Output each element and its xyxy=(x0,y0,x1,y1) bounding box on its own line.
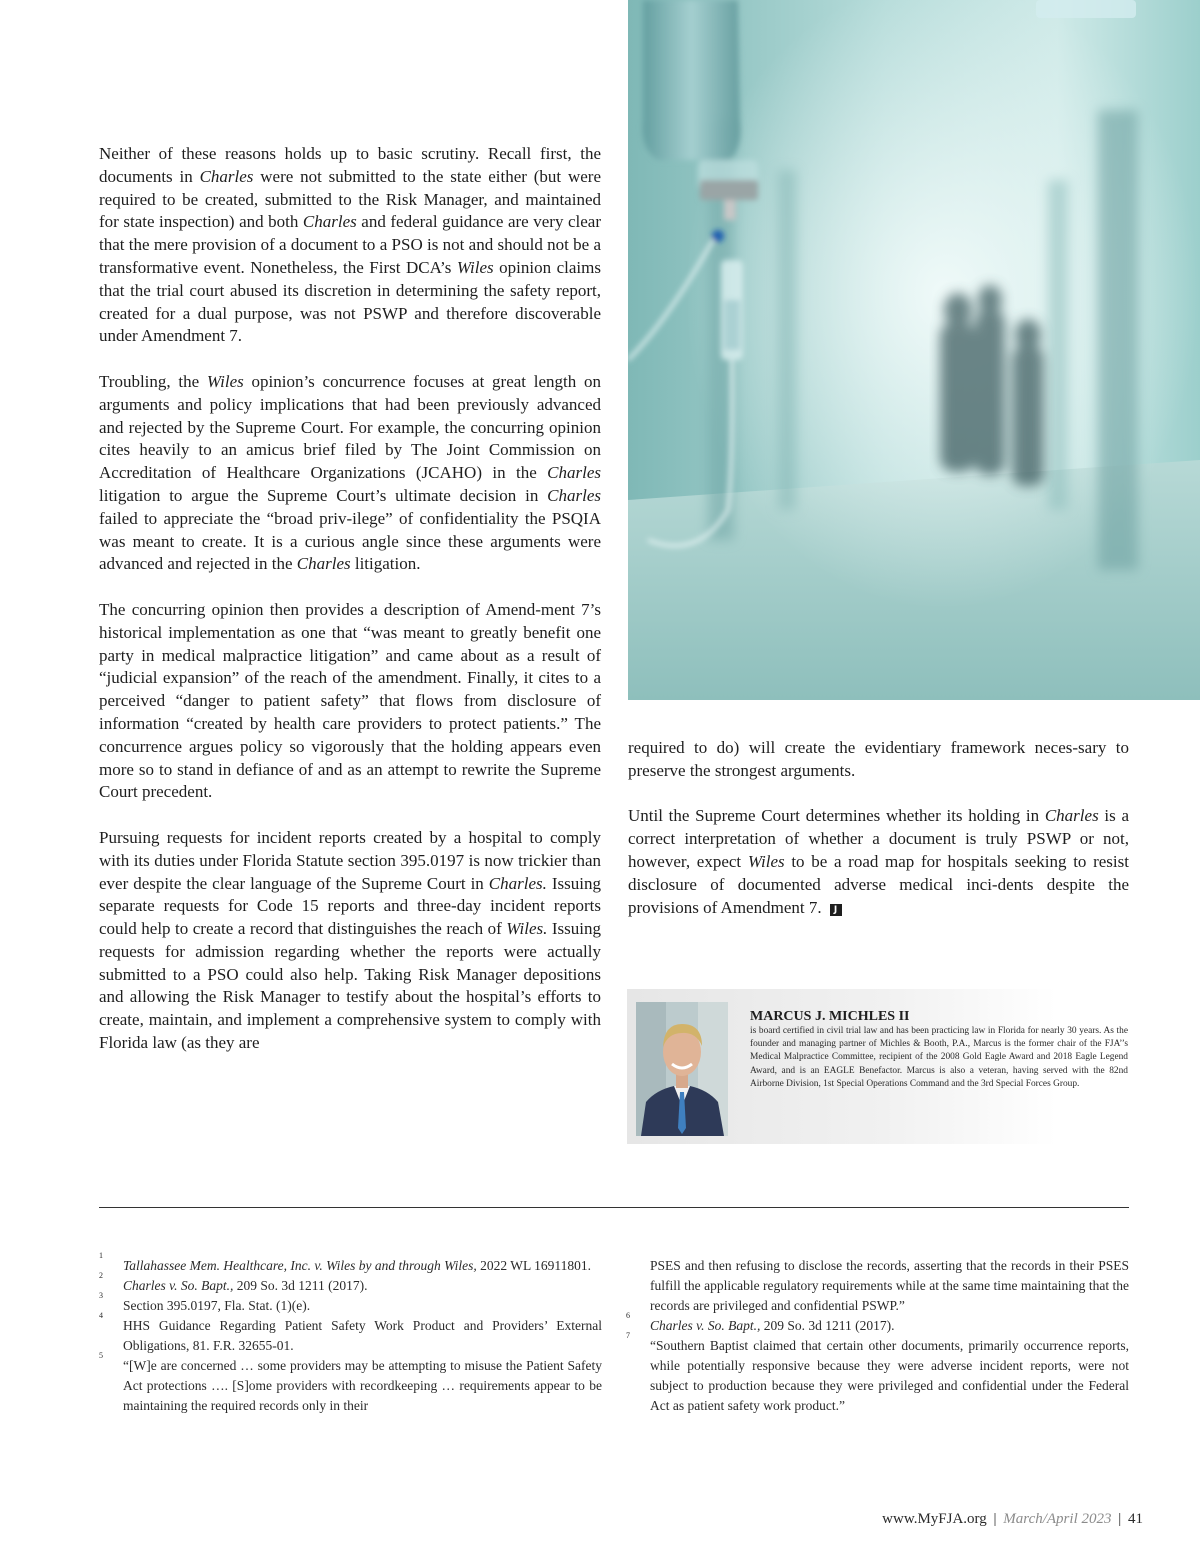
text-run: litigation. xyxy=(350,554,421,574)
footnotes-right-column xyxy=(626,1256,1129,1416)
footnote-5 xyxy=(99,1351,602,1416)
text-run: Troubling, the xyxy=(99,371,207,391)
case-name: Wiles xyxy=(456,257,494,277)
paragraph xyxy=(628,805,1129,919)
text-run: Pursuing requests for incident reports created by a hospital to comply with its duties under Florida Statute section 395.0197 is now trickier than ever despite the clear language of the Supreme Court in xyxy=(99,827,601,893)
case-name: Charles xyxy=(199,166,254,186)
website-link[interactable]: www.MyFJA.org xyxy=(882,1511,987,1527)
footnote-7 xyxy=(626,1331,1129,1416)
text-run: opinion’s concurrence focuses at great length on arguments and policy implications that had been previously advanced and rejected by the Supreme Court. For example, the concurring opinion cites heavily to an amicus brief filed by The Joint Commission on Accreditation of Healthcare Organizations (JCAHO) in the xyxy=(99,371,601,483)
author-bio-panel xyxy=(627,989,1128,1144)
author-headshot xyxy=(636,1002,728,1136)
case-name: Charles xyxy=(302,212,357,232)
footnote-3 xyxy=(99,1291,602,1316)
text-run: 2022 WL 16911801. xyxy=(476,1258,591,1273)
text-run: litigation to argue the Supreme Court’s ultimate decision in xyxy=(99,485,548,505)
footnote-6 xyxy=(626,1311,1129,1336)
case-name: Charles v. So. Bapt., xyxy=(123,1278,234,1293)
paragraph xyxy=(99,371,601,576)
end-mark-icon: J xyxy=(830,904,842,916)
footnote-5-continuation: PSES and then refusing to disclose the records, asserting that the records in their PSES fulfill the applicable regulatory requirements while at the same time maintaining that the records are privileged and confidential PSWP.” xyxy=(650,1258,1129,1313)
author-bio-text xyxy=(750,1009,1128,1091)
text-run: Until the Supreme Court determines whether its holding in xyxy=(628,806,1045,826)
text-run: failed to appreciate the “broad priv-ilege” of confidentiality the PSQIA was meant to create. It is a curious angle since these arguments were advanced and rejected in the xyxy=(99,508,601,574)
text-run: “[W]e are concerned … some providers may be attempting to misuse the Patient Safety Act protections …. [S]ome providers with recordkeeping … requirements appear to be maintaining the required records only in their xyxy=(123,1358,602,1413)
footnote-number: 3 xyxy=(99,1291,103,1300)
case-name: Charles. xyxy=(488,873,547,893)
case-name: Tallahassee Mem. Healthcare, Inc. v. Wiles by and through Wiles, xyxy=(123,1258,477,1273)
footnote-number: 6 xyxy=(626,1311,630,1320)
article-right-column xyxy=(628,737,1129,942)
text-run: to be a road map for hospitals seeking to resist disclosure of documented adverse medical inci-dents despite the provisions of Amendment 7. xyxy=(628,851,1129,917)
text-run: The concurring opinion then provides a description of Amend-ment 7’s historical implementation as one that “was meant to greatly benefit one party in medical malpractice litigation” and came about as a result of “judicial expansion” of the reach of the amendment. Finally, it cites to a perceived “danger to patient safety” that flows from disclosure of information “created by health care providers to protect patients.” The concurrence argues policy so vigorously that the holding appears even more so to stand in defiance of and as an attempt to rewrite the Supreme Court precedent. xyxy=(99,599,601,802)
footnote-number: 5 xyxy=(99,1351,103,1360)
text-run: HHS Guidance Regarding Patient Safety Work Product and Providers’ External Obligations, 81. F.R. 32655-01. xyxy=(123,1318,602,1353)
author-name: MARCUS J. MICHLES II xyxy=(750,1009,910,1024)
footnote-number: 7 xyxy=(626,1331,630,1340)
footnote-divider xyxy=(99,1207,1129,1208)
folio-separator: | xyxy=(993,1511,997,1527)
footnotes-left-column xyxy=(99,1251,602,1416)
footnote-number: 2 xyxy=(99,1271,103,1280)
author-bio: is board certified in civil trial law and has been practicing law in Florida for nearly 30 years. As the founder and managing partner of Michles & Booth, P.A., Marcus is the former chair of the FJA’’s Medical Malpractice Committee, recipient of the 2008 Gold Eagle Award and 2018 Eagle Legend Award, and is an EAGLE Benefactor. Marcus is also a veteran, having served with the 82nd Airborne Division, 1st Special Operations Command and the 3rd Special Forces Group. xyxy=(750,1026,1128,1089)
text-run: 209 So. 3d 1211 (2017). xyxy=(760,1318,895,1333)
text-run: Section 395.0197, Fla. Stat. (1)(e). xyxy=(123,1298,311,1313)
paragraph xyxy=(99,143,601,348)
case-name: Charles v. So. Bapt., xyxy=(650,1318,761,1333)
text-run: Issuing separate requests for Code 15 reports and three-day incident reports could help to create a record that distinguishes the reach of xyxy=(99,873,601,939)
page-folio xyxy=(882,1509,1143,1529)
folio-separator: | xyxy=(1118,1511,1122,1527)
case-name: Charles xyxy=(547,463,601,483)
footnote-2 xyxy=(99,1271,602,1296)
text-run: opinion claims that the trial court abused its discretion in determining the safety report, created for a dual purpose, was not PSWP and therefore discoverable under Amendment 7. xyxy=(99,257,601,346)
paragraph xyxy=(99,599,601,804)
text-run: required to do) will create the evidentiary framework neces-sary to preserve the strongest arguments. xyxy=(628,738,1129,780)
case-name: Charles xyxy=(296,554,351,574)
paragraph xyxy=(99,827,601,1055)
paragraph xyxy=(628,737,1129,783)
case-name: Wiles xyxy=(206,371,244,391)
text-run: Neither of these reasons holds up to basic scrutiny. Recall first, the documents in xyxy=(99,144,601,186)
footnote-1 xyxy=(99,1251,602,1276)
footnote-number: 4 xyxy=(99,1311,103,1320)
case-name: Wiles xyxy=(747,851,785,871)
text-run: 209 So. 3d 1211 (2017). xyxy=(233,1278,368,1293)
text-run: and federal guidance are very clear that the mere provision of a document to a PSO is not and should not be a transformative event. Nonetheless, the First DCA’s xyxy=(99,212,601,277)
case-name: Wiles. xyxy=(506,919,548,939)
case-name: Charles xyxy=(1044,806,1099,826)
footnotes-right-list xyxy=(626,1311,1129,1416)
text-run: is a correct interpretation of whether a document is truly PSWP or not, however, expect xyxy=(628,806,1129,871)
issue-date: March/April 2023 xyxy=(1003,1511,1112,1527)
text-run: Issuing requests for admission regarding whether the reports were actually submitted to a PSO could also help. Taking Risk Manager depositions and allowing the Risk Manager to testify about the hospital’s efforts to create, maintain, and implement a comprehensive system to comply with Florida law (as they are xyxy=(99,919,601,1053)
footnote-number: 1 xyxy=(99,1251,103,1260)
text-run: were not submitted to the state either (but were required to be created, submitted to the Risk Manager, and maintained for state inspection) and both xyxy=(99,166,601,232)
footnote-4 xyxy=(99,1311,602,1356)
iv-drip-photo xyxy=(628,0,1200,700)
case-name: Charles xyxy=(547,485,601,505)
page-number: 41 xyxy=(1128,1511,1143,1527)
article-left-column xyxy=(99,143,601,1078)
text-run: “Southern Baptist claimed that certain other documents, primarily occurrence reports, while potentially responsive because they were adverse incident reports, were not subject to production because they were privileged and confidential under the Federal Act as patient safety work product.” xyxy=(650,1338,1129,1413)
